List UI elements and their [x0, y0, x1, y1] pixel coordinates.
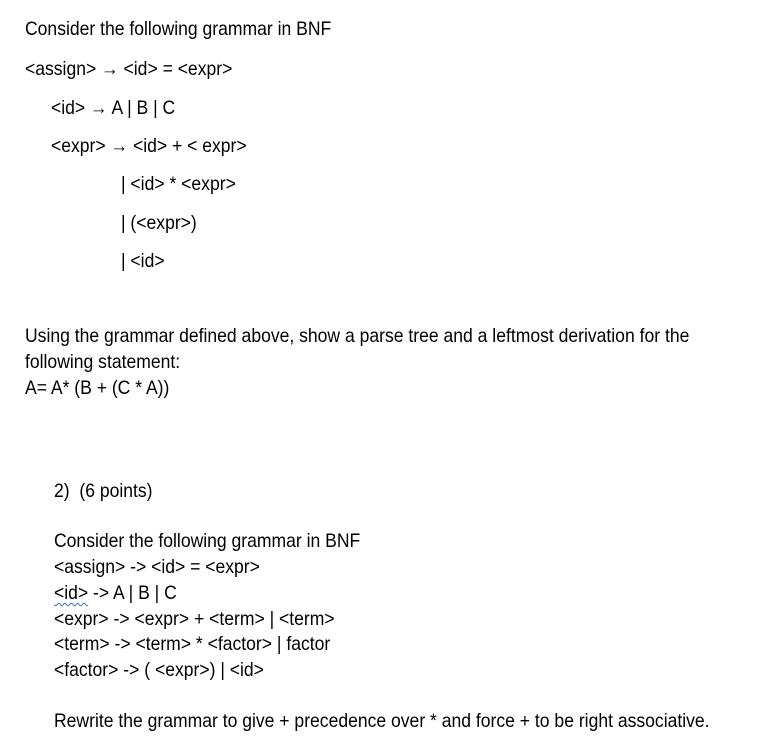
part1-intro: Consider the following grammar in BNF — [25, 18, 332, 40]
part2-instruction: Rewrite the grammar to give + precedence over * and force + to be right associative. — [54, 710, 710, 732]
rule-id: <id> → A | B | C — [51, 97, 176, 119]
part2-rule-factor: <factor> -> ( <expr>) | <id> — [54, 659, 264, 681]
rule-expr-alt-multiply: | <id> * <expr> — [121, 173, 236, 195]
question-line-2: following statement: — [25, 351, 181, 373]
spellcheck-underline: <id> — [54, 582, 89, 604]
part2-rule-term: <term> -> <term> * <factor> | factor — [54, 633, 331, 655]
part2-intro: Consider the following grammar in BNF — [54, 530, 361, 552]
part2-rule-assign: <assign> -> <id> = <expr> — [54, 556, 260, 578]
rule-assign: <assign> → <id> = <expr> — [25, 58, 233, 80]
question-line-1: Using the grammar defined above, show a parse tree and a leftmost derivation for the — [25, 325, 690, 347]
part2-rule-expr: <expr> -> <expr> + <term> | <term> — [54, 608, 335, 630]
part2-rule-id-rest: -> A | B | C — [88, 582, 177, 604]
rule-expr-alt-paren: | (<expr>) — [121, 212, 197, 234]
part2-rule-id — [54, 582, 177, 604]
rule-expr: <expr> → <id> + < expr> — [51, 135, 247, 157]
part2-heading: 2) (6 points) — [54, 480, 153, 502]
statement: A= A* (B + (C * A)) — [25, 377, 170, 399]
rule-expr-alt-id: | <id> — [121, 250, 165, 272]
